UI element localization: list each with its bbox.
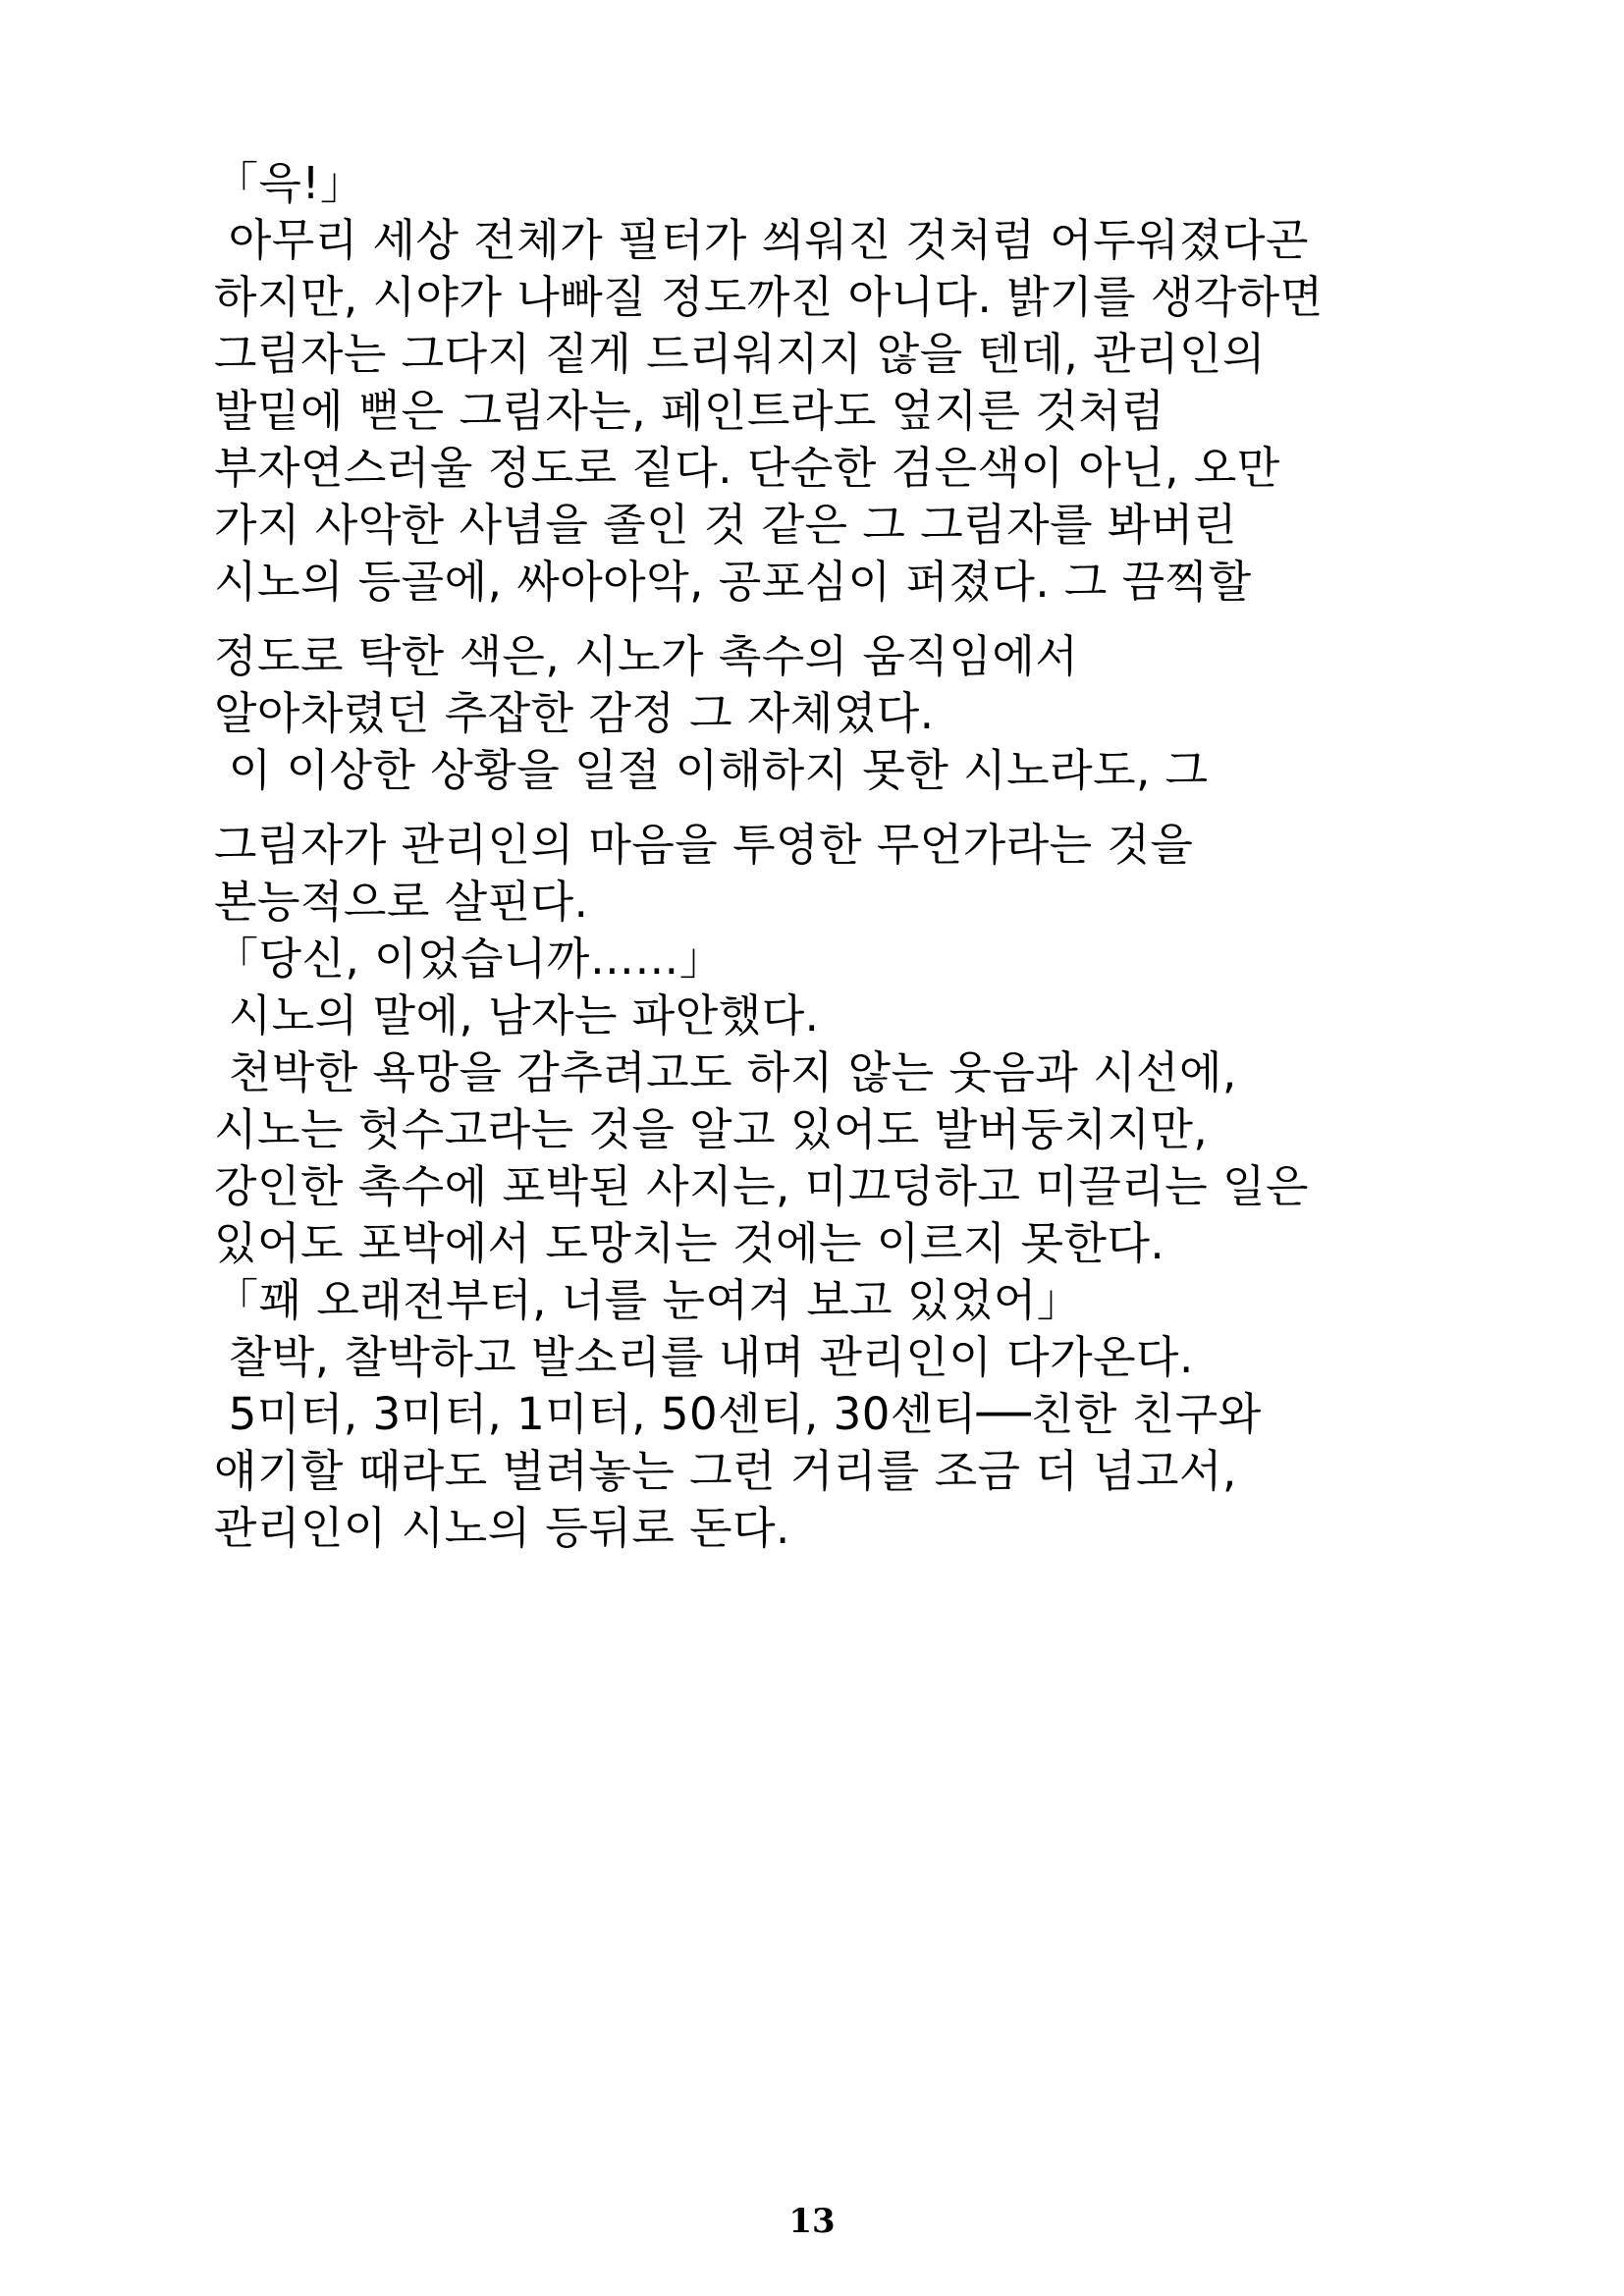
text-line-15: 시노의 말에, 남자는 파안했다.	[214, 989, 820, 1041]
text-line-4: 그림자는 그다지 짙게 드리워지지 않을 텐데, 관리인의	[214, 328, 1266, 380]
text-line-6: 부자연스러울 정도로 짙다. 단순한 검은색이 아닌, 오만	[214, 442, 1280, 494]
text-line-1: 「윽!」	[214, 157, 365, 209]
text-line-9: 정도로 탁한 색은, 시노가 촉수의 움직임에서	[214, 630, 1079, 682]
text-line-7: 가지 사악한 사념을 졸인 것 같은 그 그림자를 봐버린	[214, 499, 1237, 551]
text-line-21: 찰박, 찰박하고 발소리를 내며 관리인이 다가온다.	[214, 1331, 1194, 1383]
text-line-13: 본능적으로 살핀다.	[214, 876, 589, 928]
text-line-16: 천박한 욕망을 감추려고도 하지 않는 웃음과 시선에,	[214, 1046, 1237, 1098]
text-line-11: 이 이상한 상황을 일절 이해하지 못한 시노라도, 그	[214, 744, 1209, 796]
text-line-3: 하지만, 시야가 나빠질 정도까진 아니다. 밝기를 생각하면	[214, 271, 1324, 323]
page-number: 13	[788, 2202, 836, 2241]
text-line-23: 얘기할 때라도 벌려놓는 그런 거리를 조금 더 넘고서,	[214, 1445, 1237, 1497]
text-line-22: 5미터, 3미터, 1미터, 50센티, 30센티──친한 친구와	[214, 1388, 1262, 1440]
text-line-10: 알아차렸던 추잡한 감정 그 자체였다.	[214, 687, 935, 739]
text-line-5: 발밑에 뻗은 그림자는, 페인트라도 엎지른 것처럼	[214, 385, 1165, 437]
text-line-18: 강인한 촉수에 포박된 사지는, 미끄덩하고 미끌리는 일은	[214, 1160, 1309, 1212]
text-line-2: 아무리 세상 전체가 필터가 씌워진 것처럼 어두워졌다곤	[214, 214, 1309, 266]
text-line-20: 「꽤 오래전부터, 너를 눈여겨 보고 있었어」	[214, 1274, 1082, 1326]
text-line-12: 그림자가 관리인의 마음을 투영한 무언가라는 것을	[214, 819, 1194, 871]
text-line-8: 시노의 등골에, 싸아아악, 공포심이 퍼졌다. 그 끔찍할	[214, 556, 1252, 608]
text-line-17: 시노는 헛수고라는 것을 알고 있어도 발버둥치지만,	[214, 1103, 1209, 1155]
text-line-19: 있어도 포박에서 도망치는 것에는 이르지 못한다.	[214, 1217, 1165, 1269]
text-line-24: 관리인이 시노의 등뒤로 돈다.	[214, 1502, 790, 1554]
body-text	[214, 155, 1490, 1557]
text-line-14: 「당신, 이었습니까……」	[214, 933, 725, 985]
